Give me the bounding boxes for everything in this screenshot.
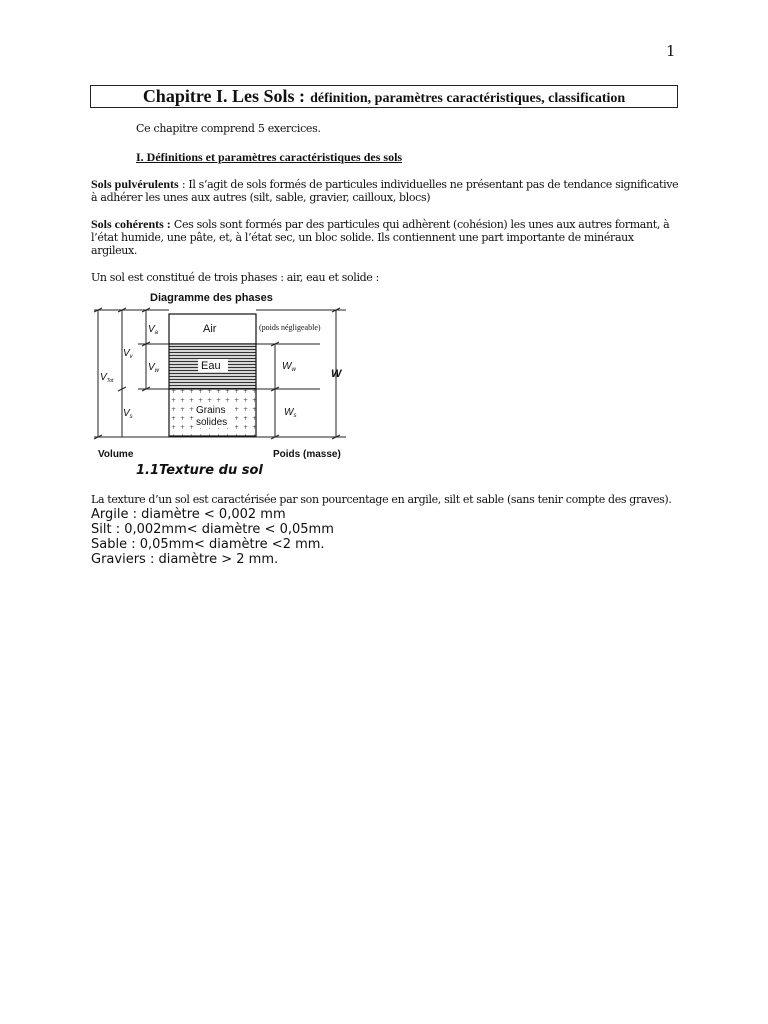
grain-size-list: [91, 507, 334, 567]
weight-solid-sub: s: [293, 413, 297, 419]
volume-water-label: [148, 362, 160, 374]
chapter-title: Chapitre I. Les Sols :: [142, 86, 305, 106]
intro-text: Ce chapitre comprend 5 exercices.: [136, 122, 321, 135]
texture-paragraph: La texture d’un sol est caractérisée par son pourcentage en argile, silt et sable (sans tenir compte des graves).: [91, 493, 672, 506]
text-pulverulents: : Il s’agit de sols formés de particules individuelles ne présentant pas de tendance significative à adhérer les unes aux autres (silt, sable, gravier, cailloux, blocs): [91, 178, 679, 204]
paragraph-coherents: [91, 218, 681, 257]
text-coherents: Ces sols sont formés par des particules qui adhèrent (cohésion) les unes aux autres formant, à l’état humide, une pâte, et, à l’état sec, un bloc solide. Ils contiennent une part importante de minéraux argileux.: [91, 218, 670, 257]
paragraph-pulverulents: [91, 178, 681, 204]
volume-solid-label: [123, 408, 133, 420]
chapter-title-box: [90, 85, 678, 108]
grain-size-item: Silt : 0,002mm< diamètre < 0,05mm: [91, 522, 334, 537]
weight-solid-letter: W: [284, 407, 294, 418]
weight-total-label: W: [331, 368, 342, 380]
section-heading: I. Définitions et paramètres caractéristiques des sols: [136, 150, 403, 164]
vol-water-letter: V: [148, 362, 155, 373]
negligible-weight-note: (poids négligeable): [259, 323, 321, 332]
vol-total-sub: Tot: [106, 378, 114, 384]
vol-air-sub: a: [154, 330, 159, 336]
paragraph-phases: Un sol est constitué de trois phases : air, eau et solide :: [91, 271, 379, 284]
vol-water-sub: w: [154, 368, 160, 374]
weight-water-label: [282, 361, 296, 373]
vol-total-letter: V: [100, 372, 107, 383]
solids-label-line1: Grains: [196, 405, 226, 416]
solids-label-line2: solides: [196, 417, 228, 428]
vol-solid-letter: V: [123, 408, 130, 419]
term-pulverulents: Sols pulvérulents: [91, 177, 179, 191]
volume-total-label: [100, 372, 114, 384]
grain-size-item: Argile : diamètre < 0,002 mm: [91, 507, 286, 522]
weight-water-letter: W: [282, 361, 292, 372]
volume-axis-label: Volume: [98, 449, 134, 460]
phase-diagram: [88, 288, 363, 463]
weight-water-sub: w: [291, 367, 296, 373]
water-label: Eau: [201, 360, 221, 372]
weight-solid-label: [284, 407, 296, 419]
term-coherents: Sols cohérents :: [91, 217, 171, 231]
vol-air-letter: V: [148, 324, 155, 335]
grain-size-item: Sable : 0,05mm< diamètre <2 mm.: [91, 537, 325, 552]
diagram-title: Diagramme des phases: [150, 292, 273, 304]
volume-void-label: [123, 348, 134, 360]
vol-solid-sub: s: [129, 414, 133, 420]
grain-size-item: Graviers : diamètre > 2 mm.: [91, 552, 279, 567]
vol-void-letter: V: [123, 348, 130, 359]
air-label: Air: [203, 323, 217, 335]
vol-void-sub: v: [129, 354, 133, 360]
subsection-heading: 1.1Texture du sol: [136, 463, 263, 478]
page-number: 1: [666, 42, 676, 60]
weight-axis-label: Poids (masse): [273, 449, 341, 460]
volume-air-label: [148, 324, 159, 336]
chapter-subtitle: définition, paramètres caractéristiques, classification: [310, 91, 626, 106]
